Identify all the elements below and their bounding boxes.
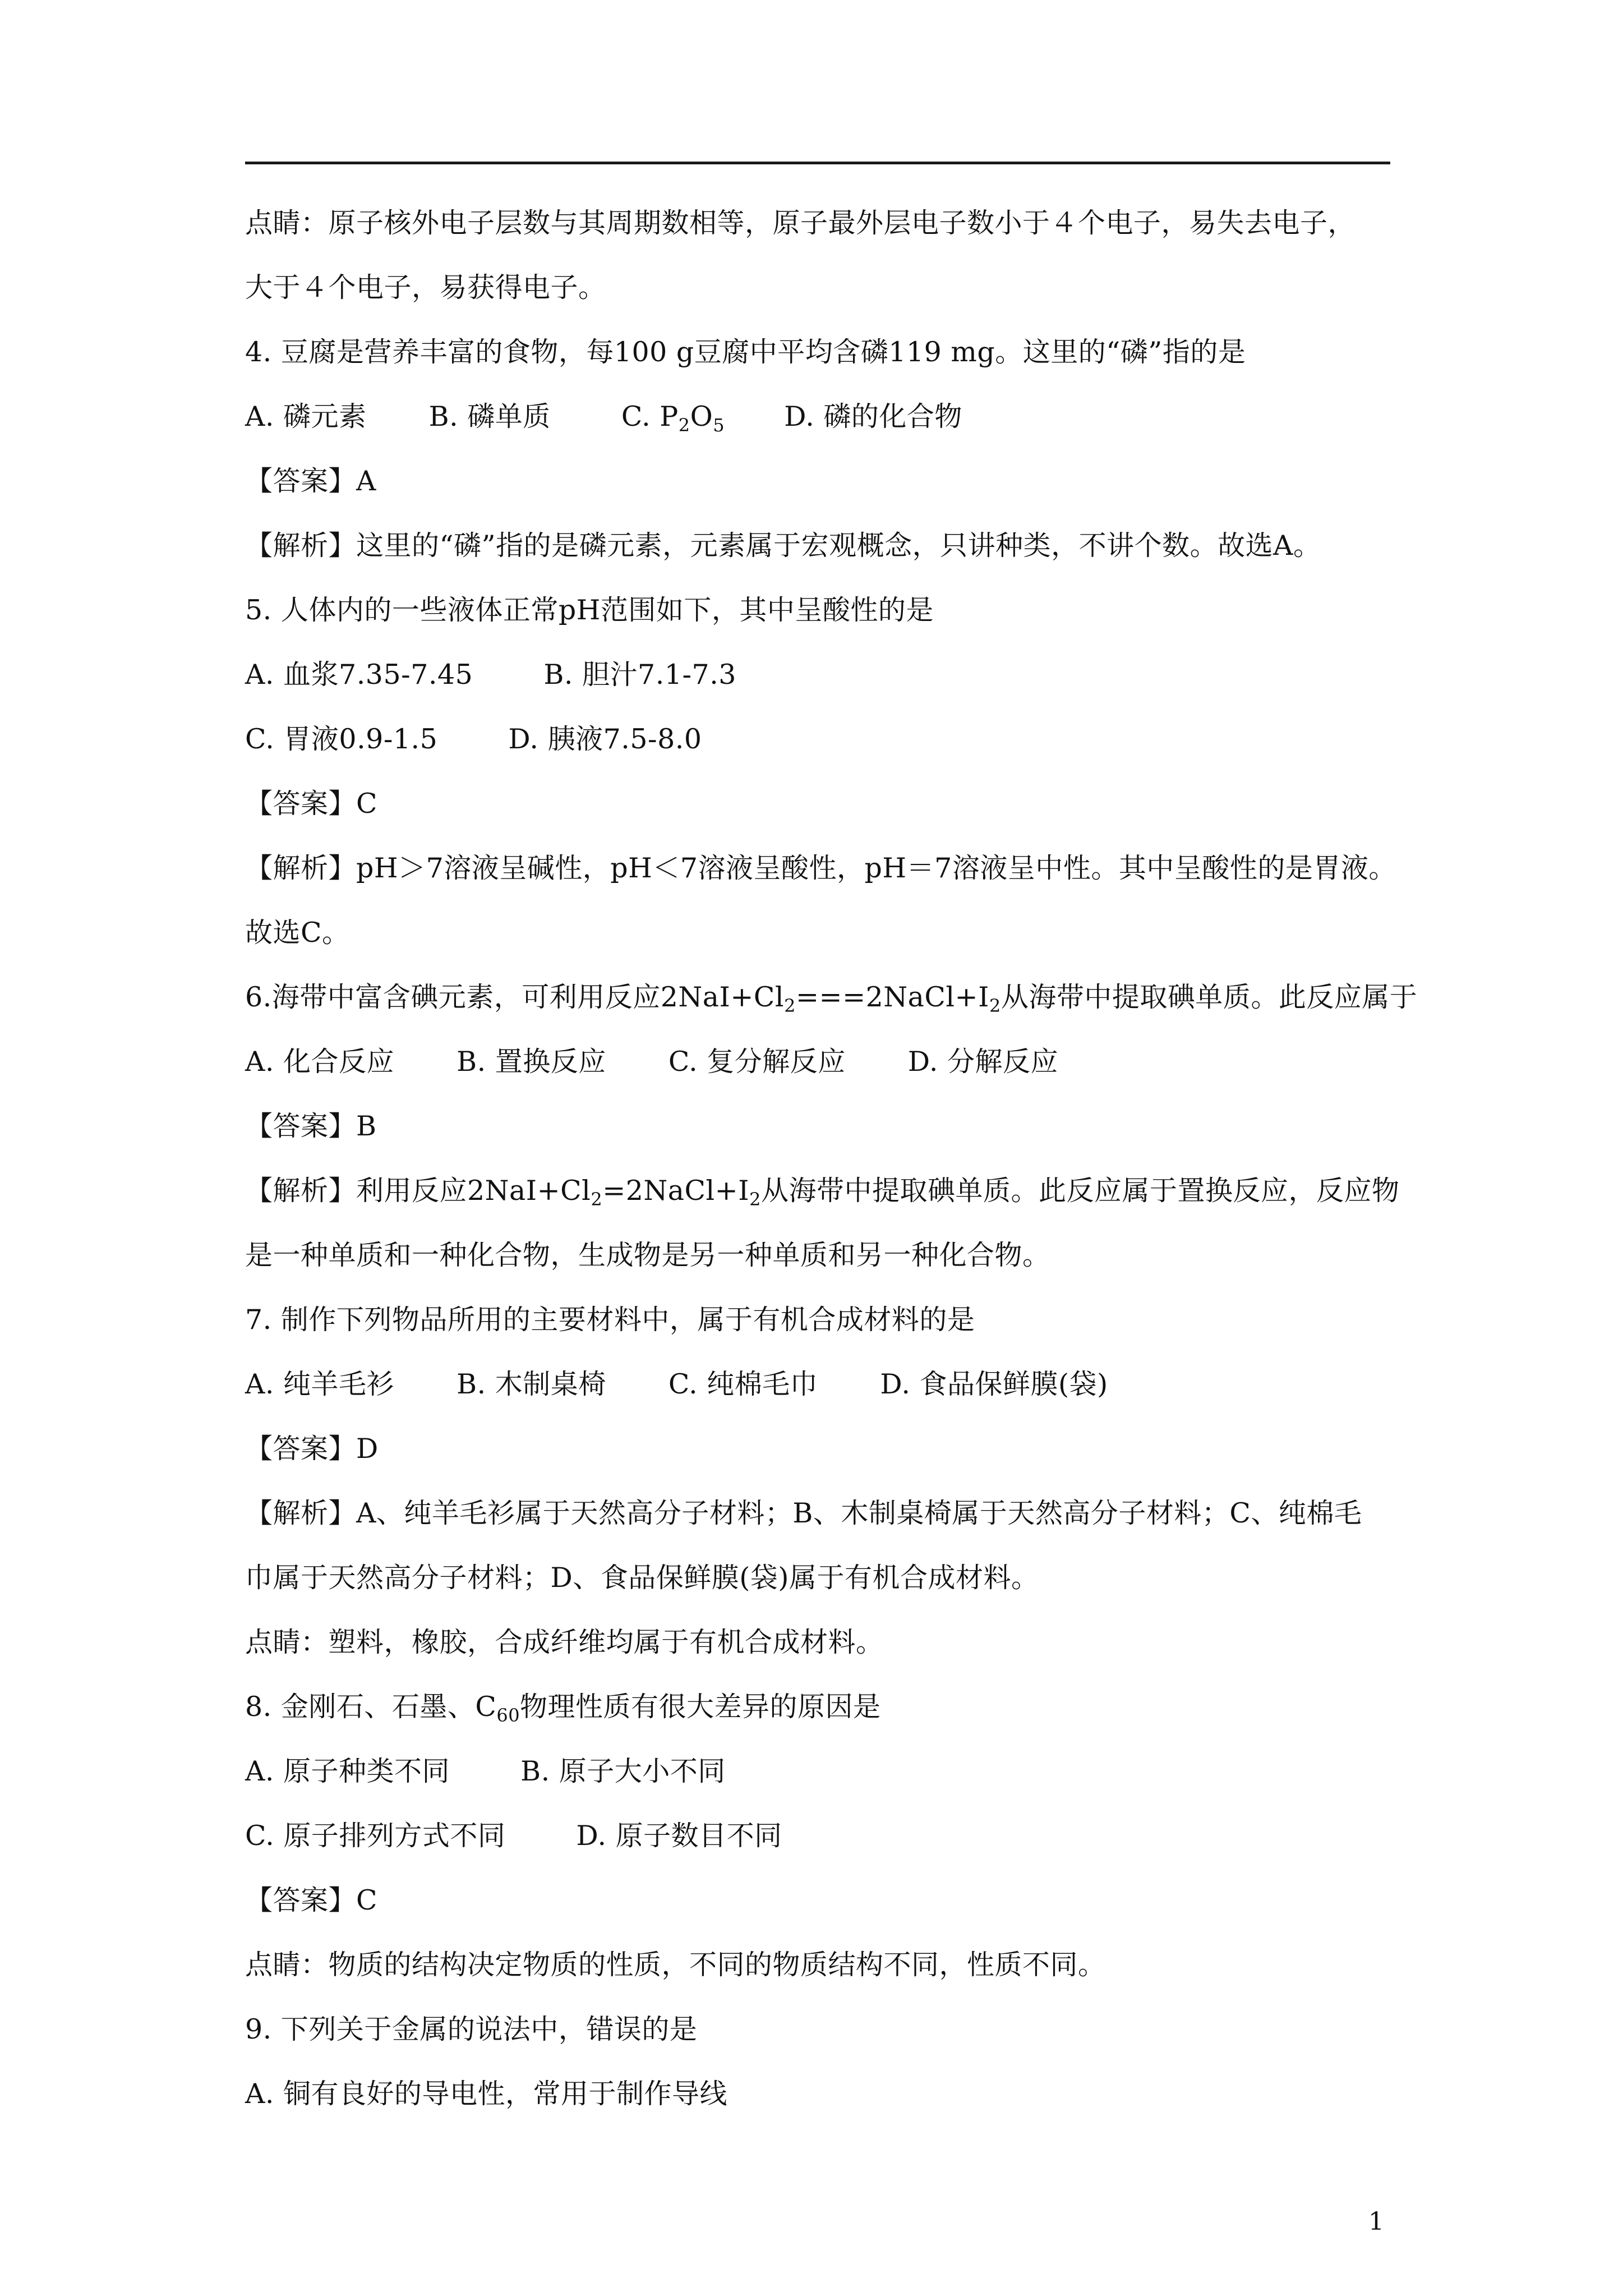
question-5-options-row2 (245, 707, 1400, 771)
explanation-line: 【解析】这里的“磷”指的是磷元素，元素属于宏观概念，只讲种类，不讲个数。故选A。 (245, 530, 1321, 562)
question-6: 6.海带中富含碘元素，可利用反应$2NaI+Cl_2===2NaCl+I_2$从海带中提取碘单质。此反应属于 (245, 981, 1418, 1016)
note-line: 点睛：原子核外电子层数与其周期数相等，原子最外层电子数小于４个电子，易失去电子， (245, 207, 1356, 239)
option-a: A. 纯羊毛衫 (245, 1368, 395, 1400)
option-a: A. 原子种类不同 (245, 1755, 450, 1787)
question-8: 8. 金刚石、石墨、$C_{60}$物理性质有很大差异的原因是 (245, 1691, 881, 1726)
option-b: B. 置换反应 (457, 1046, 606, 1078)
question-4-options (245, 384, 1400, 449)
question-8-options-row1 (245, 1739, 1400, 1803)
option-a: A. 铜有良好的导电性，常用于制作导线 (245, 2078, 728, 2110)
option-d: D. 分解反应 (907, 1046, 1059, 1078)
explanation-line: 【解析】利用反应$2NaI+Cl_2=2NaCl+I_2$从海带中提取碘单质。此反应属于置换反应，反应物 (245, 1175, 1400, 1210)
option-b: B. 磷单质 (428, 401, 551, 432)
answer-line: 【答案】C (245, 1884, 377, 1916)
question-5: 5. 人体内的一些液体正常pH范围如下，其中呈酸性的是 (245, 594, 934, 626)
explanation-line: 【解析】pH＞7溶液呈碱性，pH＜7溶液呈酸性，pH＝7溶液呈中性。其中呈酸性的是胃液。 (245, 852, 1396, 884)
option-b: B. 原子大小不同 (520, 1755, 726, 1787)
option-d: D. 食品保鲜膜(袋) (880, 1368, 1108, 1400)
option-c: C. 原子排列方式不同 (245, 1820, 506, 1852)
explanation-line: 【解析】A、纯羊毛衫属于天然高分子材料；B、木制桌椅属于天然高分子材料；C、纯棉毛 (245, 1497, 1362, 1529)
question-6-options (245, 1029, 1400, 1094)
option-b: B. 胆汁7.1-7.3 (543, 659, 736, 691)
header-rule (245, 162, 1390, 164)
note-line: 点睛：物质的结构决定物质的性质，不同的物质结构不同，性质不同。 (245, 1949, 1106, 1981)
option-c: C. 纯棉毛巾 (668, 1368, 818, 1400)
answer-line: 【答案】C (245, 788, 377, 820)
option-a: A. 磷元素 (245, 401, 367, 432)
question-8-options-row2 (245, 1803, 1400, 1868)
option-a: A. 化合反应 (245, 1046, 395, 1078)
note-line: 点睛：塑料，橡胶，合成纤维均属于有机合成材料。 (245, 1626, 884, 1658)
explanation-line: 巾属于天然高分子材料；D、食品保鲜膜(袋)属于有机合成材料。 (245, 1562, 1039, 1594)
option-c: C. $P_2O_5$ (621, 401, 725, 436)
question-7: 7. 制作下列物品所用的主要材料中，属于有机合成材料的是 (245, 1304, 975, 1336)
option-c: C. 胃液0.9-1.5 (245, 723, 438, 755)
question-5-options-row1 (245, 642, 1400, 707)
page-number: 1 (1368, 2207, 1384, 2236)
answer-line: 【答案】A (245, 465, 376, 497)
question-7-options (245, 1352, 1400, 1416)
option-a: A. 血浆7.35-7.45 (245, 659, 473, 691)
answer-line: 【答案】B (245, 1110, 377, 1142)
question-9: 9. 下列关于金属的说法中，错误的是 (245, 2013, 698, 2045)
note-line: 大于４个电子，易获得电子。 (245, 272, 606, 303)
option-c: C. 复分解反应 (668, 1046, 846, 1078)
option-b: B. 木制桌椅 (457, 1368, 606, 1400)
option-d: D. 原子数目不同 (576, 1820, 782, 1852)
question-4: 4. 豆腐是营养丰富的食物，每100 g豆腐中平均含磷119 mg。这里的“磷”指的是 (245, 336, 1246, 368)
option-d: D. 胰液7.5-8.0 (508, 723, 702, 755)
explanation-line: 故选C。 (245, 917, 350, 949)
document-body (245, 191, 1418, 2126)
option-d: D. 磷的化合物 (784, 401, 962, 432)
explanation-line: 是一种单质和一种化合物，生成物是另一种单质和另一种化合物。 (245, 1239, 1050, 1271)
answer-line: 【答案】D (245, 1433, 379, 1465)
